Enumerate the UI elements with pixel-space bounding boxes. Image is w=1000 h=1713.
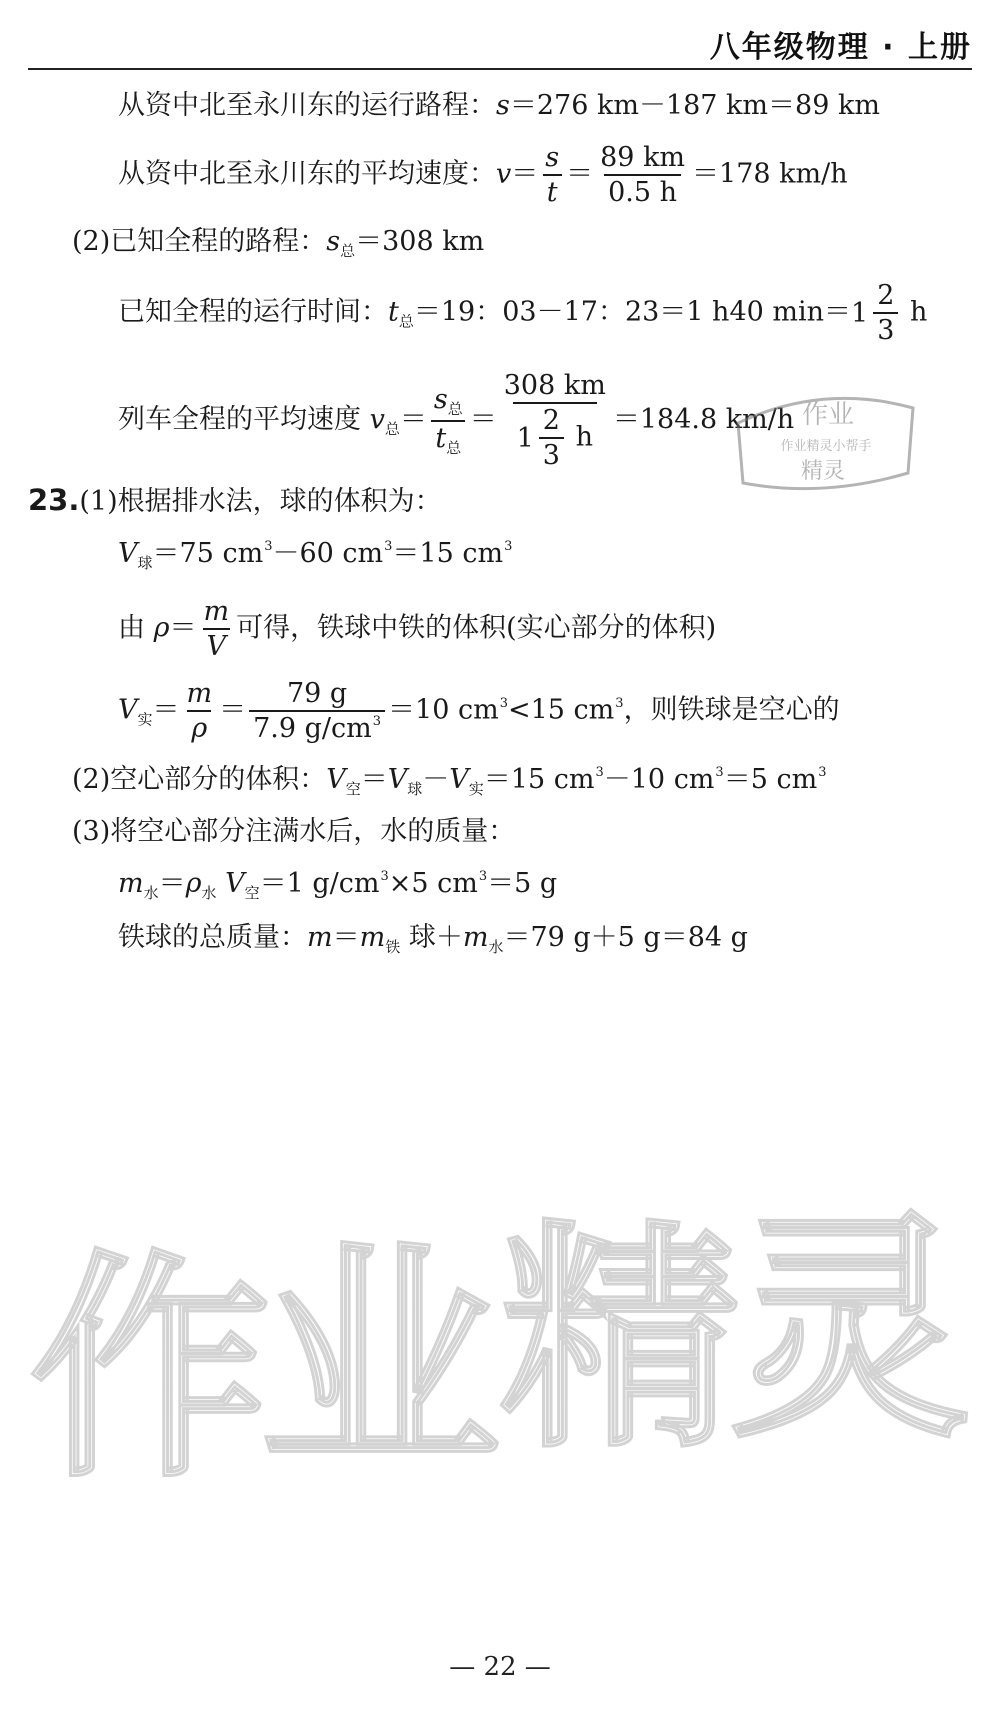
mixed-whole: 1 bbox=[516, 422, 534, 454]
line-text: ，则铁球是空心的 bbox=[623, 694, 840, 726]
line-text: 由 bbox=[118, 612, 145, 644]
subscript: 实 bbox=[137, 710, 153, 729]
superscript: 3 bbox=[264, 539, 273, 554]
superscript: 3 bbox=[372, 714, 382, 729]
line-text: ＝5 g bbox=[487, 868, 558, 899]
var-m: m bbox=[462, 922, 489, 953]
subscript: 水 bbox=[143, 884, 159, 902]
watermark-char: 作 bbox=[30, 1230, 271, 1510]
var-s: s bbox=[326, 226, 341, 257]
line-text: 列车全程的平均速度 bbox=[118, 404, 370, 435]
line-text: ＝10 cm bbox=[388, 694, 499, 726]
var-v: v bbox=[496, 158, 512, 190]
line-text: 可得，铁球中铁的体积(实心部分的体积) bbox=[236, 612, 717, 644]
line-text: ＝ bbox=[158, 868, 186, 899]
line-text: ＝ bbox=[360, 764, 388, 795]
line-text: ＝276 km－187 km＝89 km bbox=[509, 90, 880, 121]
frac-denominator: 3 bbox=[539, 437, 564, 469]
fraction-m-over-rho bbox=[183, 680, 217, 742]
subscript: 总 bbox=[447, 399, 463, 418]
solution-line-5: 列车全程的平均速度 $v_总=$ $\frac{s_总}{t_总}$ ＝ 308 km 1 $\frac{2}{3}$ h ＝184.8 km/h bbox=[118, 370, 795, 471]
line-text: ＝5 cm bbox=[723, 764, 818, 795]
fraction-m-over-V bbox=[199, 598, 233, 660]
stamp-top-text: 作业 bbox=[801, 400, 855, 430]
frac-denominator: V bbox=[206, 631, 227, 662]
var-m: m bbox=[307, 922, 333, 953]
fraction-values bbox=[500, 372, 610, 469]
solution-line-1 bbox=[118, 92, 880, 119]
line-text: 从资中北至永川东的运行路程： bbox=[118, 90, 496, 121]
frac-numerator: m bbox=[186, 678, 213, 709]
line-text: 从资中北至永川东的平均速度： bbox=[118, 158, 496, 190]
subscript: 球 bbox=[407, 780, 423, 798]
frac-numerator: 79 g bbox=[286, 678, 348, 709]
frac-denominator: 3 bbox=[873, 312, 898, 344]
solution-line-7 bbox=[118, 540, 512, 571]
watermark-char: 精 bbox=[500, 1200, 741, 1480]
superscript: 3 bbox=[478, 869, 488, 884]
var-V: V bbox=[449, 764, 469, 795]
var-rho: ρ bbox=[185, 868, 202, 899]
line-text: ×5 cm bbox=[388, 868, 478, 899]
line-text: － bbox=[422, 764, 450, 795]
line-text: (2)已知全程的路程： bbox=[72, 226, 327, 257]
line-text: (2)空心部分的体积： bbox=[72, 764, 327, 795]
var-V: V bbox=[326, 764, 346, 795]
subscript: 水 bbox=[201, 884, 217, 902]
solution-line-13 bbox=[118, 924, 748, 955]
subscript: 铁 bbox=[385, 938, 401, 956]
header-divider bbox=[28, 68, 972, 70]
var-t: t bbox=[388, 296, 399, 328]
watermark-char: 业 bbox=[260, 1220, 501, 1500]
question-23-header bbox=[28, 483, 442, 517]
var-m: m bbox=[359, 922, 386, 953]
line-text: －10 cm bbox=[603, 764, 715, 795]
subscript: 总 bbox=[340, 242, 356, 260]
var-V: V bbox=[387, 764, 408, 795]
var-V: V bbox=[118, 694, 138, 726]
line-text: ＝15 cm bbox=[483, 764, 595, 795]
line-text: ＝75 cm bbox=[152, 538, 264, 569]
watermark bbox=[30, 1190, 990, 1540]
question-number: 23. bbox=[28, 483, 80, 517]
frac-numerator: 89 km bbox=[600, 142, 686, 173]
subscript: 总 bbox=[446, 438, 462, 457]
superscript: 3 bbox=[504, 539, 513, 554]
superscript: 3 bbox=[715, 765, 724, 780]
watermark-char: 灵 bbox=[730, 1190, 971, 1470]
fraction-s-over-t bbox=[541, 144, 563, 206]
superscript: 3 bbox=[384, 539, 393, 554]
line-text: ＝178 km/h bbox=[692, 158, 848, 190]
subscript: 空 bbox=[244, 884, 260, 902]
frac-numerator: m bbox=[203, 596, 230, 627]
line-text: ＝19：03－17：23＝1 h40 min＝ bbox=[413, 296, 852, 328]
unit: h bbox=[575, 421, 593, 453]
solution-line-9: $V_实=$ $\frac{m}{\rho}$ ＝ $\frac{79 g}{7.9 g/cm^3}$ ＝10 $cm^3<15$ $cm^3$，则铁球是空心的 bbox=[118, 678, 840, 744]
frac-denominator: ρ bbox=[191, 713, 208, 744]
solution-line-8: 由 ρ＝ $\frac{m}{V}$ 可得，铁球中铁的体积(实心部分的体积) bbox=[118, 596, 717, 662]
line-text: ＝ bbox=[332, 922, 360, 953]
frac-numerator: 2 bbox=[877, 280, 895, 311]
stamp-bottom-text: 精灵 bbox=[800, 459, 846, 484]
mixed-number bbox=[851, 282, 901, 344]
var-v: v bbox=[369, 404, 385, 435]
solution-line-10 bbox=[72, 766, 826, 797]
mixed-whole: 1 bbox=[851, 297, 869, 329]
frac-denominator: 0.5 h bbox=[604, 174, 681, 206]
unit: h bbox=[910, 296, 928, 328]
subscript: 空 bbox=[345, 780, 361, 798]
fraction-values bbox=[596, 144, 689, 206]
line-text: ＝1 g/cm bbox=[259, 868, 380, 899]
stamp-middle-text: 作业精灵小帮手 bbox=[780, 439, 872, 454]
fraction-values bbox=[249, 680, 385, 742]
book-title: 八年级物理 · 上册 bbox=[709, 30, 972, 65]
line-text: －60 cm bbox=[272, 538, 384, 569]
frac-denominator: t bbox=[546, 177, 558, 208]
superscript: 3 bbox=[818, 765, 827, 780]
superscript: 3 bbox=[499, 695, 508, 711]
subscript: 球 bbox=[137, 554, 153, 572]
stamp-logo bbox=[718, 378, 928, 498]
line-text: 已知全程的运行时间： bbox=[118, 296, 388, 328]
var-rho: ρ bbox=[153, 612, 170, 644]
var-V: V bbox=[216, 868, 245, 899]
line-text: 铁球的总质量： bbox=[118, 922, 307, 953]
page-number: — 22 — bbox=[449, 1652, 551, 1682]
superscript: 3 bbox=[615, 695, 624, 711]
subscript: 总 bbox=[398, 312, 414, 331]
var-s: s bbox=[496, 90, 510, 121]
solution-line-4 bbox=[118, 282, 927, 344]
line-text: (1)根据排水法，球的体积为： bbox=[79, 486, 442, 517]
line-text: ＝79 g＋5 g＝84 g bbox=[503, 922, 748, 953]
subscript: 实 bbox=[468, 780, 484, 798]
line-text: ＝184.8 km/h bbox=[612, 404, 795, 435]
superscript: 3 bbox=[595, 765, 604, 780]
solution-line-12 bbox=[118, 870, 557, 901]
frac-numerator: s bbox=[433, 383, 448, 415]
fraction-s-over-t bbox=[430, 383, 467, 457]
solution-line-2: 从资中北至永川东的平均速度：v＝ $\frac{s}{t}$ ＝ $\frac{89 km}{0.5 h}$ ＝178 km/h bbox=[118, 142, 848, 208]
line-text: ＝15 cm bbox=[392, 538, 504, 569]
var-V: V bbox=[118, 538, 138, 569]
line-text: <15 cm bbox=[508, 694, 615, 726]
frac-denominator: 7.9 g/cm bbox=[253, 713, 372, 744]
subscript: 总 bbox=[384, 420, 400, 438]
line-text: (3)将空心部分注满水后，水的质量： bbox=[72, 816, 516, 847]
frac-numerator: 2 bbox=[542, 405, 560, 436]
line-text: ＝308 km bbox=[355, 226, 485, 257]
solution-line-11 bbox=[72, 818, 515, 845]
line-text: ＝ bbox=[511, 158, 539, 190]
frac-denominator: t bbox=[435, 422, 447, 454]
frac-numerator: 308 km bbox=[503, 370, 606, 401]
subscript: 水 bbox=[488, 938, 504, 956]
superscript: 3 bbox=[380, 869, 389, 884]
solution-line-3 bbox=[72, 228, 484, 259]
line-text: 球＋ bbox=[400, 922, 463, 953]
var-m: m bbox=[118, 868, 144, 899]
frac-numerator: s bbox=[545, 142, 560, 173]
